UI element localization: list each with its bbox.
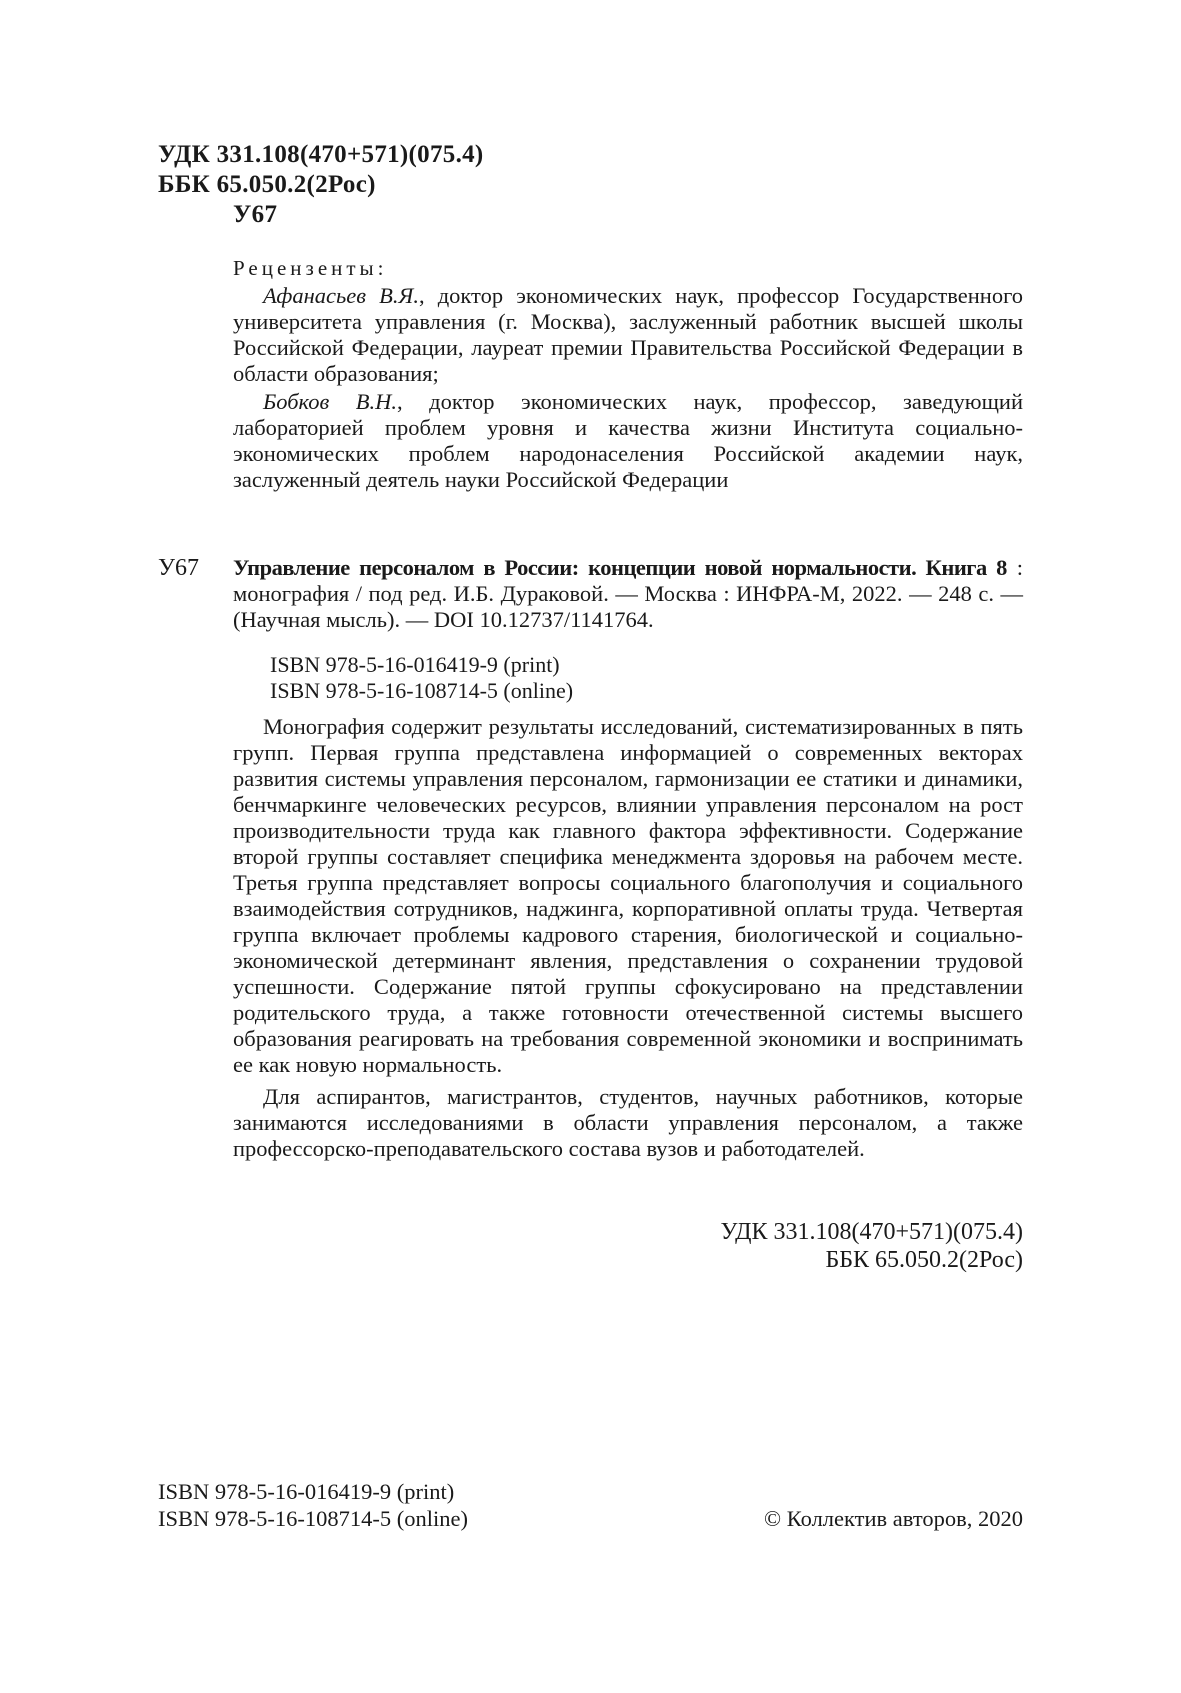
annotation-paragraph-2: Для аспирантов, магистрантов, студентов, научных работников, которые занимаются исследованиями в области управления персоналом, а также профессорско-преподавательского состава вузов и работодателей.: [233, 1084, 1023, 1161]
copyright: © Коллектив авторов, 2020: [764, 1506, 1023, 1531]
footer-isbn-online: ISBN 978-5-16-108714-5 (online): [158, 1506, 468, 1531]
reviewer-1: [233, 283, 1023, 387]
book-description: : монография / под ред. И.Б. Дураковой. — Москва : ИНФРА-М, 2022. — 248 с. — (Научная мысль). — DOI 10.12737/1141764.: [233, 555, 1023, 632]
reviewer-1-text: , доктор экономических наук, профессор Государственного университета управления (г. Москва), заслуженный работник высшей школы Российской Федерации, лауреат премии Правительства Российской Федерации в области образования;: [233, 283, 1023, 386]
reviewer-1-name: Афанасьев В.Я.: [263, 283, 419, 308]
udk-code-right: УДК 331.108(470+571)(075.4): [720, 1219, 1023, 1245]
bbk-code-right: ББК 65.050.2(2Рос): [825, 1247, 1023, 1273]
footer-isbn: [158, 1478, 468, 1532]
annotation: [233, 714, 1023, 1162]
bibliographic-sign: У67: [158, 555, 199, 581]
author-sign: У67: [233, 201, 278, 228]
reviewers-section: [233, 255, 1023, 493]
isbn-online: ISBN 978-5-16-108714-5 (online): [270, 678, 574, 703]
reviewers-heading: Рецензенты:: [233, 256, 388, 280]
isbn-print: ISBN 978-5-16-016419-9 (print): [270, 652, 560, 677]
book-title: Управление персоналом в России: концепции новой нормальности. Книга 8: [233, 555, 1007, 580]
classification-right: [721, 1218, 1023, 1274]
footer-isbn-print: ISBN 978-5-16-016419-9 (print): [158, 1479, 455, 1504]
reviewer-2-name: Бобков В.Н.: [263, 389, 397, 414]
reviewer-2: [233, 389, 1023, 493]
isbn-list: [270, 652, 573, 704]
annotation-paragraph-1: Монография содержит результаты исследований, систематизированных в пять групп. Первая группа представлена информацией о современных векторах развития системы управления персоналом, гармонизации ее статики и динамики, бенчмаркинге человеческих ресурсов, влиянии управления персоналом на рост производительности труда как главного фактора эффективности. Содержание второй группы составляет специфика менеджмента здоровья на рабочем месте. Третья группа представляет вопросы социального благополучия и социального взаимодействия сотрудников, наджинга, корпоративной оплаты труда. Четвертая группа включает проблемы кадрового старения, биологической и социально-экономической детерминант явления, представления о сохранении трудовой успешности. Содержание пятой группы сфокусировано на представлении родительского труда, а также готовности отечественной системы высшего образования реагировать на требования современной экономики и воспринимать ее как новую нормальность.: [233, 714, 1023, 1077]
classification-header: [158, 140, 484, 230]
bbk-code: ББК 65.050.2(2Рос): [158, 171, 376, 198]
reviewer-2-text: , доктор экономических наук, профессор, заведующий лабораторией проблем уровня и качества жизни Института социально-экономических проблем народонаселения Российской академии наук, заслуженный деятель науки Российской Федерации: [233, 389, 1023, 492]
udk-code: УДК 331.108(470+571)(075.4): [158, 141, 484, 168]
bibliographic-record: [233, 555, 1023, 633]
